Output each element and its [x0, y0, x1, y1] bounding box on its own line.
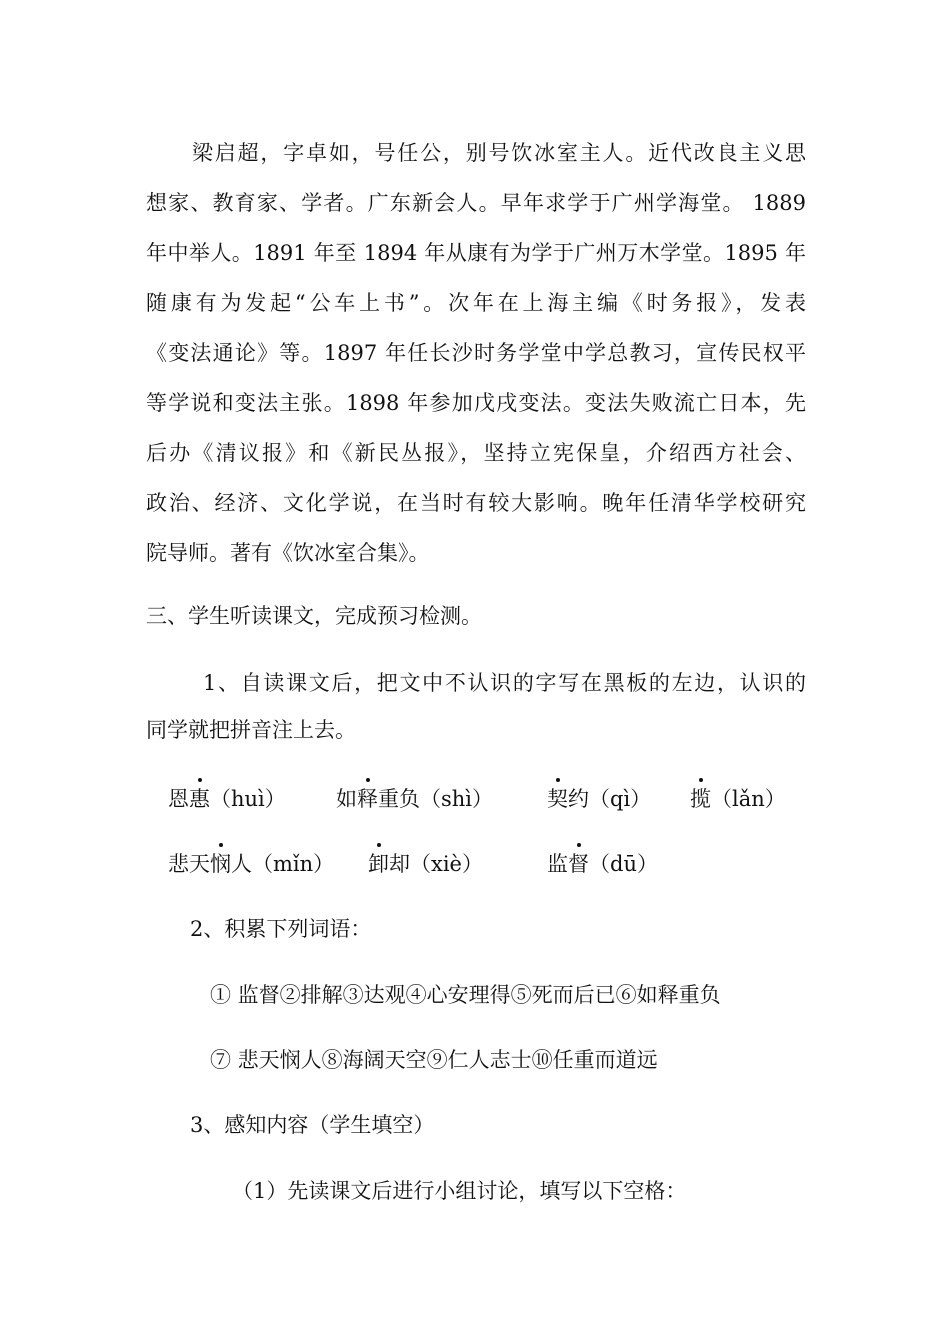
vocab-item-5: 悲天悯人（mǐn）: [168, 849, 334, 879]
bio-line-5: 《变法通论》等。1897 年任长沙时务学堂中学总教习，宣传民权平: [146, 341, 806, 365]
bio-line-8: 政治、经济、文化学说，在当时有较大影响。晚年任清华学校研究: [146, 491, 806, 515]
bio-line-7: 后办《清议报》和《新民丛报》，坚持立宪保皇，介绍西方社会、: [146, 441, 806, 465]
vocab-item-6: 卸却（xiè）: [368, 849, 483, 879]
task-3-heading: 3、感知内容（学生填空）: [190, 1113, 435, 1137]
bio-line-2: 想家、教育家、学者。广东新会人。早年求学于广州学海堂。 1889: [146, 191, 806, 215]
task-3-sub-1: （1）先读课文后进行小组讨论，填写以下空格：: [232, 1179, 687, 1203]
vocab-item-3: 契约（qì）: [547, 784, 651, 814]
vocab-item-2: 如释重负（shì）: [336, 784, 493, 814]
vocab-item-7: 监督（dū）: [547, 849, 658, 879]
task-2-list-2: ⑦ 悲天悯人⑧海阔天空⑨仁人志士⑩任重而道远: [210, 1048, 658, 1072]
bio-line-1: 梁启超，字卓如，号任公，别号饮冰室主人。近代改良主义思: [192, 141, 806, 165]
emphasis-char: 释: [357, 784, 378, 814]
task-2-heading: 2、积累下列词语：: [190, 917, 372, 941]
task-1-line-2: 同学就把拼音注上去。: [146, 718, 356, 742]
emphasis-char: 揽: [690, 784, 711, 814]
section-3-heading: 三、学生听读课文，完成预习检测。: [146, 604, 482, 628]
task-1-line-1: 1、自读课文后，把文中不认识的字写在黑板的左边，认识的: [203, 671, 806, 695]
vocab-item-4: 揽（lǎn）: [690, 784, 786, 814]
emphasis-char: 督: [568, 849, 589, 879]
task-2-list-1: ① 监督②排解③达观④心安理得⑤死而后已⑥如释重负: [210, 983, 721, 1007]
vocab-item-1: 恩惠（huì）: [168, 784, 286, 814]
bio-line-4: 随康有为发起“公车上书”。次年在上海主编《时务报》，发表: [146, 291, 806, 315]
emphasis-char: 契: [547, 784, 568, 814]
emphasis-char: 惠: [189, 784, 210, 814]
emphasis-char: 卸: [368, 849, 389, 879]
bio-line-9: 院导师。著有《饮冰室合集》。: [146, 541, 430, 565]
emphasis-char: 悯: [210, 849, 231, 879]
bio-line-3: 年中举人。1891 年至 1894 年从康有为学于广州万木学堂。1895 年: [146, 241, 806, 265]
bio-line-6: 等学说和变法主张。1898 年参加戊戌变法。变法失败流亡日本，先: [146, 391, 806, 415]
